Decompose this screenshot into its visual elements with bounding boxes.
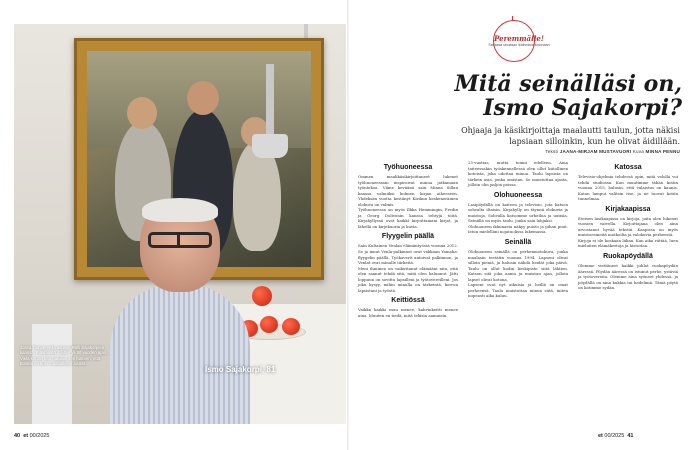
subject-hair [142, 198, 218, 222]
section-paragraph: Meni ihminen on vaikuttanut elämääni niin, että olen saanut tehdä sitä, mitä olen halunnut. Jätti loppuun on sovittu lapsilleni ja työtovereilleni. Jos joku kysyy, mihin minulla on tärkeintä, kerron lapsistani ja työstä. [358, 265, 458, 293]
photo-caption: Jossa Tampereella asuivat Ralli Sajakorpien kanssa, maalausta ihailtiin yli 50 vuoden ajan. Vielä kerran hän haluaisi sen tunteen, että kotona on kuin maalauksen sisällä. [20, 345, 108, 367]
gutter [347, 0, 349, 450]
section-paragraph: Ommen maalikäsikirjoittaneet lukenet työhuoneessani inspiroivat minua jatkamaan työntekoa. Viime keväänä sain Minna Sillan kanssa valmiiksi kolmen kirjan aiheeseen. Yhdeksän vuotta kestänyt Kirikun keskeneräinen elokuva on valmis. [358, 174, 458, 207]
subject-shirt [110, 284, 250, 424]
series-subtitle: Sarjassa tavataan ikäihmisiä kotonaan [488, 43, 550, 47]
apple [282, 318, 300, 335]
section-paragraph: 25-vuotias, mutta toimii edelleen. Aina taiteessakin työskennellessä olen ollut kiitollinen kotoista, joka odottaa minua. Taulu lapsista on tärkein asia, jonka omistan. Se muistuttaa ajasta, jolloin olin paljon poissa. [468, 160, 568, 188]
section-paragraph: Olohuoneen ikkunasta näkyy puisto ja pihan puut. Istun mielelläni nojatuolissa lukemassa. [468, 223, 568, 235]
section-heading: Seinällä [504, 239, 532, 247]
section-paragraph: Sain Kultainen Venlan elämäntyöstä vuonna 2012. Se ja muut Venla-palkinnot ovat vakkaan Yamaha-flyygelin päällä. Työkaverit antoivat palkinnon, ja Venlat ovat minulle tärkeitä. [358, 243, 458, 266]
section-paragraph: Olohuoneen seinällä on perhemuotokuva, jonka maalasin teetätin vuonna 1994. Lapseni olivat silloin pieniä, ja halusin nähdä heidät joka päivä. Taulu on ollut kodin keskipiste siitä lähtien. Katson sitä joka aamu ja muistan ajan, jolloin lapset olivat kotona. [468, 249, 568, 282]
caption-age: 81 [266, 365, 276, 374]
byline-text-label: Teksti [545, 149, 559, 154]
headline-line-2: Ismo Sajakorpi? [483, 95, 682, 121]
painting-figure-child-head [127, 97, 157, 129]
right-issue: 00/2025 [604, 433, 625, 439]
section-paragraph: Lapseni ovat nyt aikuisia ja heillä on omat perheensä. Taulu muistuttaa minua siitä, miten nopeasti aika kuluu. [468, 282, 568, 299]
article-column-3 [578, 160, 678, 291]
left-issue: 00/2025 [29, 433, 50, 439]
section-paragraph: Eteisen lasikaapissa on kirjoja, joita olen lukenut vuosien varrella. Kirjoittajana olen aina arvostanut hyvää tekstiä. Kaapissa on myös muistoesineitä matkoilta ja valokuvia perheestä. [578, 215, 678, 238]
painting-figure-father-head [187, 81, 219, 115]
pendant-lamp-shade [252, 134, 288, 158]
section-heading: Katossa [614, 164, 642, 171]
right-folio [598, 433, 634, 439]
section-paragraph: Televisio-ohjelmia tehdessä opin, mitä valolla voi tehdä studiossa. Kun muutimme tähän kotiin vuonna 2015, halusin, että valaistus on kaunis. Katon lamput valitsin itse, ja ne tuovat kotiin tunnelmaa. [578, 174, 678, 202]
section-heading: Olohuoneessa [493, 191, 543, 199]
caption-name-text: Ismo Sajakorpi [205, 365, 262, 374]
section-paragraph: Kirjoja ei ole koskaan liikaa. Kun aika riittää, luen mieluiten elämäkertoja ja historiaa. [578, 237, 678, 249]
portrait-subject [110, 200, 250, 424]
deck-line-1: Ohjaaja ja käsikirjoittaja maalautti taulun, jotta näkisi [461, 126, 680, 135]
subject-glasses [148, 232, 212, 248]
section-paragraph: Olemme viettäneet kaikki juhlat ruokapöydän ääressä. Pöydän ääressä on istunut perhe, ystäviä ja työtovereita. Olemme aina syöneet yhdessä, ja pöydällä on aina kukkia tai hedelmiä. Tämä pöytä on kotimme sydän. [578, 263, 678, 291]
headline-line-1: Mitä seinälläsi on, [454, 71, 682, 97]
byline-photographer: MINNA PENNU [645, 149, 680, 154]
section-heading: Työhuoneessa [383, 164, 433, 171]
right-magazine-name: et [598, 433, 603, 439]
caption-name: Ismo Sajakorpi, 81 [205, 365, 276, 374]
apple [260, 316, 278, 333]
left-magazine-name: et [23, 433, 29, 439]
left-page-number: 40 [14, 433, 21, 439]
series-title: Peremmälle! [494, 34, 544, 43]
deck-line-2: lapsiaan silloinkin, kun he olivat äidillään. [509, 136, 680, 146]
pendant-lamp-cord [266, 64, 274, 144]
article-headline [360, 72, 682, 120]
right-page-number: 41 [627, 433, 634, 439]
section-heading: Kirjakaapissa [605, 205, 651, 213]
section-heading: Ruokapöydällä [603, 253, 653, 261]
article-column-2 [468, 160, 568, 299]
section-heading: Flyygelin päällä [381, 233, 435, 241]
chair [32, 324, 72, 424]
apple [252, 286, 272, 306]
byline [400, 149, 680, 154]
article-column-1 [358, 160, 458, 318]
byline-author: JAANA-MIRJAM MUSTAVUORI [559, 149, 632, 154]
article-deck [370, 126, 680, 147]
section-paragraph: Työhuoneessa on myös Ilkka Hemmingin, Fredin ja Georg Dolivonin kanssa tehtyjä töitä. Kirjahyllyssä ovat kaikki kirjoittamani kirjat, ja lähellä on kirjekuoria ja kuvia. [358, 207, 458, 229]
section-paragraph: Vaikka kaikki muu menee, kahvinkeitti menee aina. Muuten en tiedä, mitä tekisin aamuisin. [358, 307, 458, 318]
section-heading: Keittiössä [391, 297, 425, 305]
left-folio [14, 433, 50, 439]
section-paragraph: Lasipöydällä on kaiteen ja televisio, jota katson sohvalta iltaisin. Kirjahylly on täynnä elokuvia ja muistoja. Sohvalla katsomme urheilua ja uutisia. Seinällä on myös taulu, jonka sain lahjaksi. [468, 201, 568, 224]
byline-photo-label: Kuva [632, 149, 645, 154]
